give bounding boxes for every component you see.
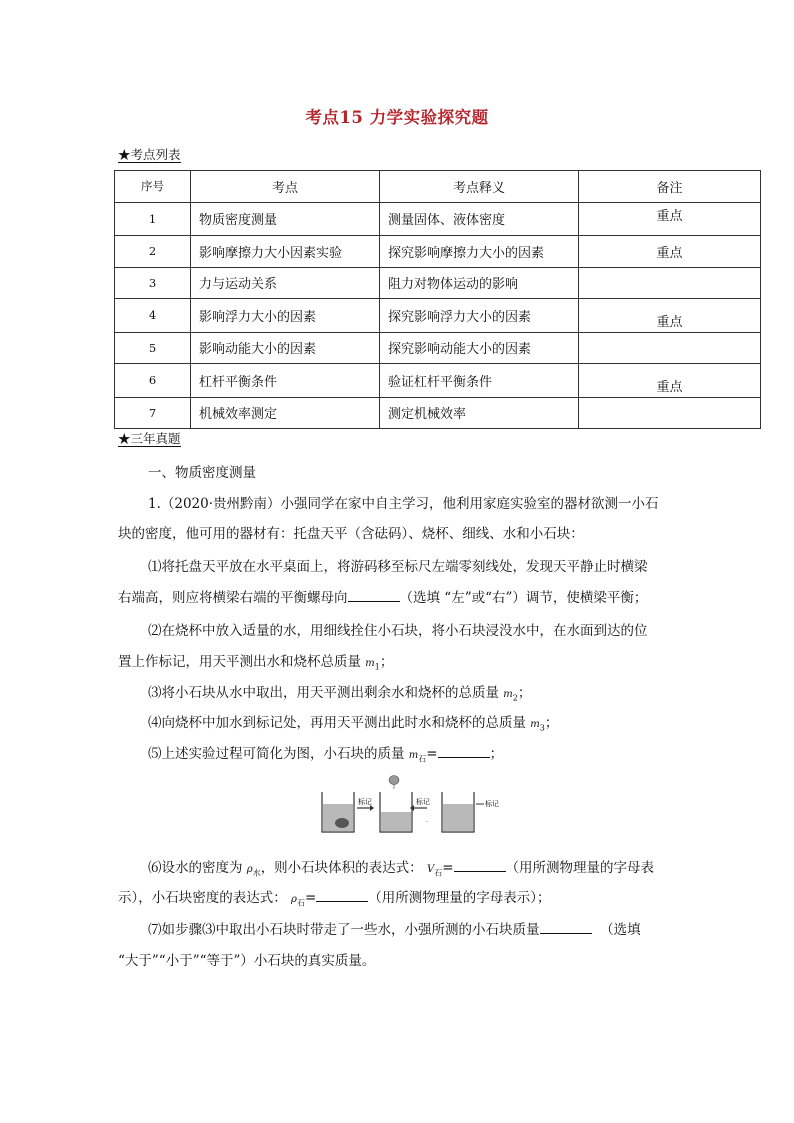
symbol-m3: m xyxy=(530,719,540,730)
beaker-1-icon xyxy=(322,792,354,832)
symbol-rho-stone-subscript: 石 xyxy=(296,898,305,908)
step-5-end: ； xyxy=(489,746,504,762)
step-7-line-1 xyxy=(148,920,678,940)
table-header-row xyxy=(115,171,761,203)
svg-text:·: · xyxy=(426,819,428,826)
step-6-post-2: （用所测物理量的字母表示）； xyxy=(368,890,551,906)
step-3-text: ⑶将小石块从水中取出，用天平测出剩余水和烧杯的总质量 xyxy=(148,685,499,701)
figure-label-3: 标记 xyxy=(485,800,499,808)
row-description: 探究影响动能大小的因素 xyxy=(380,332,579,364)
header-description: 考点释义 xyxy=(380,171,579,203)
step-7-text: ⑺如步骤⑶中取出小石块时带走了一些水，小强所测的小石块质量 xyxy=(148,922,540,938)
row-topic: 影响浮力大小的因素 xyxy=(191,299,380,333)
row-description: 探究影响浮力大小的因素 xyxy=(380,299,579,333)
question-intro-line-1: 1.（2020·贵州黔南）小强同学在家中自主学习，他利用家庭实验室的器材欲测一小石 xyxy=(148,496,659,512)
row-description: 阻力对物体运动的影响 xyxy=(380,267,579,299)
table-row xyxy=(115,267,761,299)
step-6-post: （用所测物理量的字母表 xyxy=(505,860,655,876)
step-5 xyxy=(148,744,708,770)
step-5-equals: = xyxy=(426,746,438,762)
experiment-figure xyxy=(318,774,508,836)
page-title: 考点15 力学实验探究题 xyxy=(305,108,489,127)
table-row xyxy=(115,299,761,333)
row-index: 4 xyxy=(115,299,191,333)
table-row xyxy=(115,364,761,398)
step-1-choices: （选填 “左”或“右”）调节，使横梁平衡； xyxy=(399,590,648,606)
row-index: 3 xyxy=(115,267,191,299)
row-note xyxy=(579,332,761,364)
step-2-end: ； xyxy=(379,654,394,670)
symbol-m2-subscript: 2 xyxy=(512,693,518,703)
step-4-text: ⑷向烧杯中加水到标记处，再用天平测出此时水和烧杯的总质量 xyxy=(148,715,526,731)
symbol-m1-subscript: 1 xyxy=(374,662,380,672)
symbol-m-stone-subscript: 石 xyxy=(418,754,427,764)
symbol-m1: m xyxy=(365,658,375,669)
stone-icon xyxy=(389,776,399,790)
step-1-line-1: ⑴将托盘天平放在水平桌面上，将游码移至标尺左端零刻线处，发现天平静止时横梁 xyxy=(148,559,648,575)
symbol-m-stone: m xyxy=(408,750,419,761)
row-description: 验证杠杆平衡条件 xyxy=(380,364,579,398)
symbol-m2: m xyxy=(503,689,513,700)
step-6-text: ⑹设水的密度为 xyxy=(148,860,243,876)
step-3-end: ； xyxy=(517,685,532,701)
step-1-text: 右端高，则应将横梁右端的平衡螺母向 xyxy=(118,590,348,606)
row-topic: 影响动能大小的因素 xyxy=(191,332,380,364)
row-index: 2 xyxy=(115,236,191,268)
row-note: 重点 xyxy=(579,299,761,333)
row-topic: 影响摩擦力大小因素实验 xyxy=(191,236,380,268)
table-row xyxy=(115,236,761,268)
section-label-list: ★考点列表 xyxy=(118,147,181,162)
step-6-mid: ，则小石块体积的表达式： xyxy=(260,860,423,876)
table-row xyxy=(115,397,761,429)
step-2-line-2 xyxy=(118,652,678,678)
row-topic: 杠杆平衡条件 xyxy=(191,364,380,398)
symbol-rho-water: ρ xyxy=(246,864,253,875)
topic-table xyxy=(114,170,761,429)
row-index: 1 xyxy=(115,202,191,236)
question-subheading: 一、物质密度测量 xyxy=(148,465,256,481)
answer-blank-1[interactable] xyxy=(348,589,400,602)
row-index: 7 xyxy=(115,397,191,429)
row-description: 探究影响摩擦力大小的因素 xyxy=(380,236,579,268)
row-topic: 物质密度测量 xyxy=(191,202,380,236)
row-index: 5 xyxy=(115,332,191,364)
table-row xyxy=(115,332,761,364)
step-6-text-2: 示），小石块密度的表达式： xyxy=(118,890,287,906)
step-3 xyxy=(148,683,708,709)
header-note: 备注 xyxy=(579,171,761,203)
step-5-text: ⑸上述实验过程可简化为图，小石块的质量 xyxy=(148,746,405,762)
answer-blank-2[interactable] xyxy=(438,745,490,758)
beaker-2-icon xyxy=(380,792,412,832)
row-note xyxy=(579,397,761,429)
symbol-rho-water-subscript: 水 xyxy=(252,868,261,878)
figure-label-1: 标记 xyxy=(358,798,372,806)
section-label-exams: ★三年真题 xyxy=(118,431,181,446)
step-7-line-2: “大于”“小于”“等于”）小石块的真实质量。 xyxy=(118,953,376,969)
row-topic: 力与运动关系 xyxy=(191,267,380,299)
symbol-v: V xyxy=(426,864,435,875)
step-1-line-2 xyxy=(118,588,718,608)
step-2-line-1: ⑵在烧杯中放入适量的水，用细线拴住小石块，将小石块浸没水中，在水面到达的位 xyxy=(148,623,648,639)
row-note: 重点 xyxy=(579,364,761,398)
row-topic: 机械效率测定 xyxy=(191,397,380,429)
step-4-end: ； xyxy=(544,715,559,731)
header-topic: 考点 xyxy=(191,171,380,203)
step-6-line-2 xyxy=(118,888,678,914)
row-note: 重点 xyxy=(579,236,761,268)
symbol-v-subscript: 石 xyxy=(434,868,443,878)
step-7-post: （选填 xyxy=(600,922,641,938)
figure-label-2: 标记 xyxy=(416,798,430,806)
symbol-m3-subscript: 3 xyxy=(539,723,545,733)
answer-blank-5[interactable] xyxy=(540,921,592,934)
table-row xyxy=(115,202,761,236)
row-description: 测量固体、液体密度 xyxy=(380,202,579,236)
answer-blank-3[interactable] xyxy=(454,859,506,872)
step-6-equals-2: = xyxy=(304,890,317,906)
step-4 xyxy=(148,713,708,739)
beaker-3-icon xyxy=(442,792,474,832)
header-index: 序号 xyxy=(115,171,191,203)
symbol-rho-stone: ρ xyxy=(291,894,297,905)
step-6-equals: = xyxy=(442,860,454,876)
row-note xyxy=(579,267,761,299)
step-2-text: 置上作标记，用天平测出水和烧杯总质量 xyxy=(118,654,361,670)
answer-blank-4[interactable] xyxy=(316,889,368,902)
row-description: 测定机械效率 xyxy=(380,397,579,429)
row-index: 6 xyxy=(115,364,191,398)
step-6-line-1 xyxy=(148,858,678,884)
row-note: 重点 xyxy=(579,202,761,236)
question-intro-line-2: 块的密度，他可用的器材有：托盘天平（含砝码）、烧杯、细线、水和小石块： xyxy=(118,526,584,542)
